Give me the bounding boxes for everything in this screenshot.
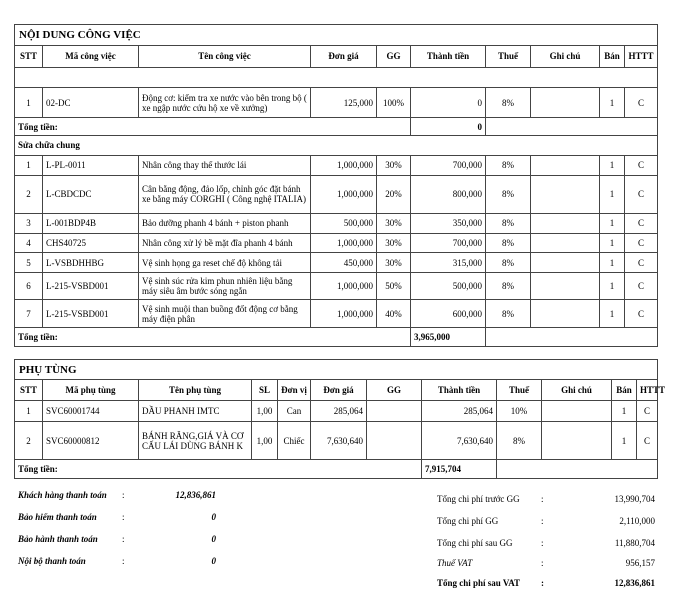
cell-total: 600,000 <box>411 300 486 328</box>
group1-total-value: 0 <box>411 118 486 136</box>
cell-ban: 1 <box>600 214 625 234</box>
group2-total-value: 3,965,000 <box>411 328 486 347</box>
cell-ban: 1 <box>600 233 625 253</box>
col-header-name: Tên công việc <box>139 45 311 67</box>
cell-gg: 30% <box>377 214 411 234</box>
summary-value: 12,836,861 <box>614 578 655 588</box>
cell-tax: 8% <box>486 233 531 253</box>
cell-code: L-001BDP4B <box>43 214 139 234</box>
cell-stt: 1 <box>15 155 43 175</box>
cell-tax: 8% <box>486 155 531 175</box>
summary-label: Tổng chi phí trước GG <box>437 494 520 504</box>
cell-code: L-215-VSBD001 <box>43 300 139 328</box>
cell-price: 1,000,000 <box>311 300 377 328</box>
summary-label: Bảo hiểm thanh toán <box>18 512 97 522</box>
col-header-tax: Thuế <box>497 380 542 401</box>
parts-table <box>14 359 666 479</box>
parts-section-title: PHỤ TÙNG <box>15 360 658 380</box>
cell-total: 7,630,640 <box>422 422 497 460</box>
summary-label: Bảo hành thanh toán <box>18 534 98 544</box>
cell-gg: 30% <box>377 233 411 253</box>
group2-title: Sửa chữa chung <box>15 136 658 156</box>
cell-unit: Can <box>278 401 311 422</box>
cell-gg: 50% <box>377 273 411 300</box>
cell-total: 500,000 <box>411 273 486 300</box>
cell-ban: 1 <box>600 88 625 118</box>
cell-price: 1,000,000 <box>311 273 377 300</box>
cell-gg: 40% <box>377 300 411 328</box>
summary-colon: : <box>541 578 544 588</box>
cell-httt: C <box>625 273 658 300</box>
cell-price: 1,000,000 <box>311 233 377 253</box>
summary-value: 13,990,704 <box>614 494 655 504</box>
cell-price: 1,000,000 <box>311 175 377 213</box>
cell-httt: C <box>637 422 658 460</box>
cell-name: BÁNH RĂNG,GIÁ VÀ CƠ CẤU LÁI DÙNG BÁNH K <box>139 422 252 460</box>
cell-total: 800,000 <box>411 175 486 213</box>
cell-ban: 1 <box>612 401 637 422</box>
summary-row <box>437 516 657 526</box>
summary-row <box>18 490 228 500</box>
cell-stt: 7 <box>15 300 43 328</box>
cell-httt: C <box>625 233 658 253</box>
cell-name: Vệ sinh họng ga reset chế độ không tải <box>139 253 311 273</box>
summary-colon: : <box>541 538 544 548</box>
cell-ban: 1 <box>600 175 625 213</box>
cell-name: Nhân công xử lý bề mặt đĩa phanh 4 bánh <box>139 233 311 253</box>
cell-tax: 10% <box>497 401 542 422</box>
cell-httt: C <box>625 214 658 234</box>
cell-total: 315,000 <box>411 253 486 273</box>
cell-stt: 2 <box>15 175 43 213</box>
summary-value: 0 <box>211 512 216 522</box>
cell-note <box>542 422 612 460</box>
cell-tax: 8% <box>486 273 531 300</box>
table-row <box>15 214 658 234</box>
table-row <box>15 88 658 118</box>
work-header-row <box>15 45 658 67</box>
cell-name: Vệ sinh muội than buồng đốt động cơ bằng máy điện phân <box>139 300 311 328</box>
group2-total-label: Tổng tiền: <box>15 328 411 347</box>
col-header-name: Tên phụ tùng <box>139 380 252 401</box>
cell-note <box>531 88 600 118</box>
summary-colon: : <box>541 516 544 526</box>
cell-tax: 8% <box>497 422 542 460</box>
cell-name: Vệ sinh súc rửa kim phun nhiên liệu bằng máy siêu âm bước sóng ngắn <box>139 273 311 300</box>
cell-note <box>531 233 600 253</box>
cell-code: L-215-VSBD001 <box>43 273 139 300</box>
summary-value: 11,880,704 <box>614 538 655 548</box>
summary-colon: : <box>122 534 125 544</box>
cell-stt: 2 <box>15 422 43 460</box>
group1-total-label: Tổng tiền: <box>15 118 411 136</box>
col-header-total: Thành tiền <box>422 380 497 401</box>
cell-stt: 1 <box>15 401 43 422</box>
cell-code: CHS40725 <box>43 233 139 253</box>
table-row <box>15 273 658 300</box>
cell-gg: 20% <box>377 175 411 213</box>
cell-price: 500,000 <box>311 214 377 234</box>
cell-name: DẦU PHANH IMTC <box>139 401 252 422</box>
table-row <box>15 401 658 422</box>
parts-total-value: 7,915,704 <box>422 460 497 479</box>
table-row <box>15 175 658 213</box>
cell-note <box>531 214 600 234</box>
col-header-ban: Bán <box>600 45 625 67</box>
summary-value: 2,110,000 <box>619 516 655 526</box>
col-header-note: Ghi chú <box>542 380 612 401</box>
cell-price: 7,630,640 <box>311 422 367 460</box>
cell-code: L-VSBDHHBG <box>43 253 139 273</box>
work-table <box>14 24 658 347</box>
summary-label: Nội bộ thanh toán <box>18 556 86 566</box>
summary-value: 12,836,861 <box>175 490 216 500</box>
table-row <box>15 300 658 328</box>
cell-httt: C <box>637 401 658 422</box>
cell-total: 350,000 <box>411 214 486 234</box>
col-header-code: Mã phụ tùng <box>43 380 139 401</box>
cell-name: Nhân công thay thế thước lái <box>139 155 311 175</box>
spacer-row <box>15 67 658 88</box>
cell-total: 285,064 <box>422 401 497 422</box>
cell-tax: 8% <box>486 300 531 328</box>
summary-colon: : <box>122 490 125 500</box>
cell-httt: C <box>625 155 658 175</box>
summary-value: 0 <box>211 556 216 566</box>
cell-name: Cân bằng động, đảo lốp, chỉnh góc đặt bánh xe bằng máy CORGHI ( Công nghệ ITALIA) <box>139 175 311 213</box>
summary-colon: : <box>122 512 125 522</box>
col-header-note: Ghi chú <box>531 45 600 67</box>
parts-header-row <box>15 380 658 401</box>
group1-total-row <box>15 118 658 136</box>
cell-unit: Chiếc <box>278 422 311 460</box>
cell-stt: 1 <box>15 88 43 118</box>
summary-colon: : <box>541 494 544 504</box>
cell-price: 285,064 <box>311 401 367 422</box>
col-header-price: Đơn giá <box>311 380 367 401</box>
cell-price: 450,000 <box>311 253 377 273</box>
col-header-tax: Thuế <box>486 45 531 67</box>
cell-qty: 1,00 <box>252 422 278 460</box>
cell-httt: C <box>625 300 658 328</box>
cell-httt: C <box>625 253 658 273</box>
col-header-total: Thành tiền <box>411 45 486 67</box>
cell-gg: 30% <box>377 155 411 175</box>
summary-value: 0 <box>211 534 216 544</box>
cell-note <box>531 155 600 175</box>
summary-row <box>437 494 657 504</box>
col-header-code: Mã công việc <box>43 45 139 67</box>
summary-colon: : <box>122 556 125 566</box>
cell-code: 02-DC <box>43 88 139 118</box>
cell-stt: 5 <box>15 253 43 273</box>
cell-note <box>531 175 600 213</box>
cell-stt: 3 <box>15 214 43 234</box>
cell-price: 1,000,000 <box>311 155 377 175</box>
cell-stt: 4 <box>15 233 43 253</box>
cell-gg <box>367 422 422 460</box>
summary-row <box>18 556 228 566</box>
summary-colon: : <box>541 558 544 568</box>
col-header-httt: HTTT <box>637 380 658 401</box>
cell-total: 700,000 <box>411 233 486 253</box>
cell-gg: 30% <box>377 253 411 273</box>
cell-total: 700,000 <box>411 155 486 175</box>
summary-label: Tổng chi phí GG <box>437 516 499 526</box>
cell-gg: 100% <box>377 88 411 118</box>
cell-code: L-PL-0011 <box>43 155 139 175</box>
cell-note <box>531 300 600 328</box>
summary-row <box>18 512 228 522</box>
cell-tax: 8% <box>486 214 531 234</box>
table-row <box>15 422 658 460</box>
cell-ban: 1 <box>600 300 625 328</box>
summary-row <box>437 538 657 548</box>
cell-ban: 1 <box>600 253 625 273</box>
table-row <box>15 253 658 273</box>
cell-tax: 8% <box>486 88 531 118</box>
summary-row <box>437 578 657 588</box>
table-row <box>15 155 658 175</box>
cell-gg <box>367 401 422 422</box>
cell-note <box>531 273 600 300</box>
col-header-gg: GG <box>377 45 411 67</box>
payment-summary <box>18 490 228 570</box>
work-section-title: NỘI DUNG CÔNG VIỆC <box>15 25 658 46</box>
col-header-qty: SL <box>252 380 278 401</box>
cell-httt: C <box>625 175 658 213</box>
cell-note <box>542 401 612 422</box>
group2-total-row <box>15 328 658 347</box>
group2-title-row <box>15 136 658 156</box>
cell-total: 0 <box>411 88 486 118</box>
summary-row <box>437 558 657 568</box>
col-header-price: Đơn giá <box>311 45 377 67</box>
col-header-stt: STT <box>15 45 43 67</box>
cell-qty: 1,00 <box>252 401 278 422</box>
col-header-ban: Bán <box>612 380 637 401</box>
cell-tax: 8% <box>486 253 531 273</box>
summary-label: Khách hàng thanh toán <box>18 490 107 500</box>
col-header-httt: HTTT <box>625 45 658 67</box>
summary-label: Tổng chi phí sau VAT <box>437 578 521 588</box>
cost-summary <box>437 490 657 590</box>
cell-stt: 6 <box>15 273 43 300</box>
parts-total-label: Tổng tiền: <box>15 460 422 479</box>
cell-code: SVC60000812 <box>43 422 139 460</box>
table-row <box>15 233 658 253</box>
summary-value: 956,157 <box>625 558 655 568</box>
cell-ban: 1 <box>612 422 637 460</box>
cell-name: Động cơ: kiểm tra xe nước vào bên trong bộ ( xe ngập nước cứu hộ xe về xưởng) <box>139 88 311 118</box>
cell-httt: C <box>625 88 658 118</box>
cell-ban: 1 <box>600 273 625 300</box>
col-header-gg: GG <box>367 380 422 401</box>
cell-note <box>531 253 600 273</box>
summary-label: Tổng chi phí sau GG <box>437 538 513 548</box>
col-header-stt: STT <box>15 380 43 401</box>
cell-price: 125,000 <box>311 88 377 118</box>
cell-ban: 1 <box>600 155 625 175</box>
cell-code: L-CBDCDC <box>43 175 139 213</box>
col-header-unit: Đơn vị <box>278 380 311 401</box>
cell-name: Bảo dưỡng phanh 4 bánh + piston phanh <box>139 214 311 234</box>
summary-label: Thuế VAT <box>437 558 473 568</box>
cell-tax: 8% <box>486 175 531 213</box>
parts-total-row <box>15 460 658 479</box>
summary-row <box>18 534 228 544</box>
cell-code: SVC60001744 <box>43 401 139 422</box>
